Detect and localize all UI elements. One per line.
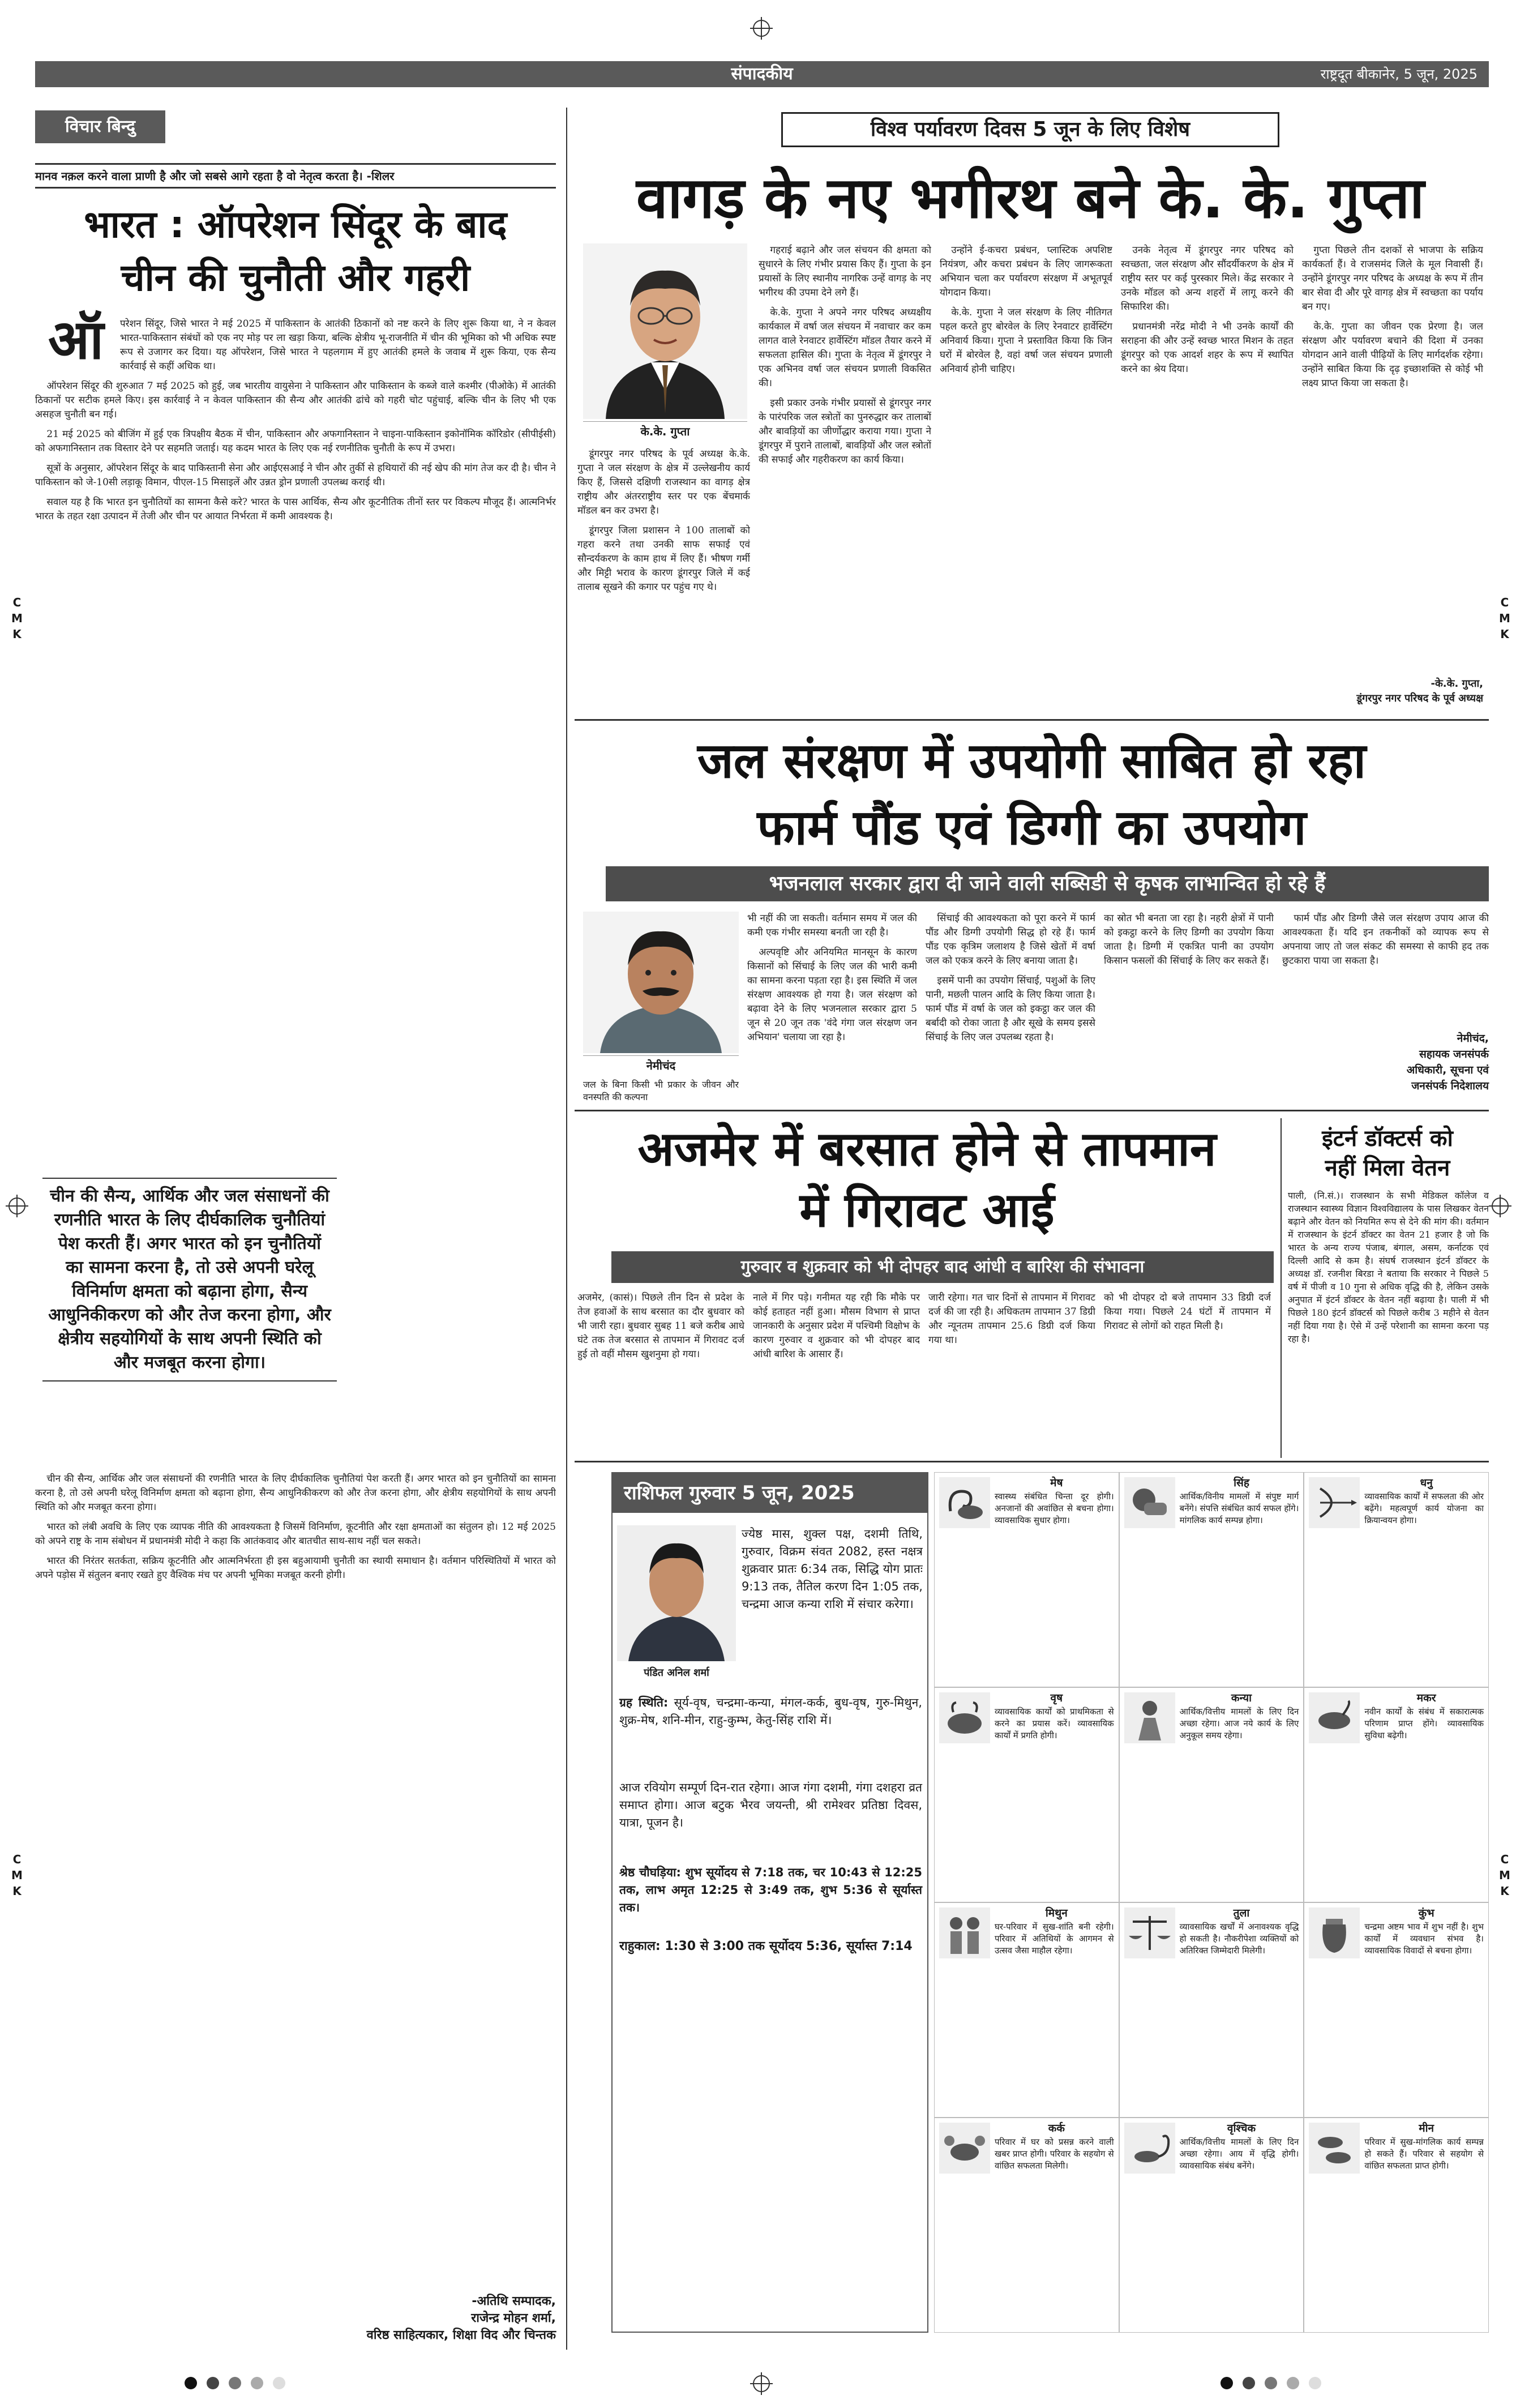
vichar-tag-label: विचार बिन्दु [65, 117, 136, 136]
rashi-dhanu [1304, 1472, 1489, 1687]
grah-block [619, 1694, 922, 1729]
scales-icon [1124, 1907, 1175, 1958]
rashi-name: कन्या [1231, 1692, 1252, 1704]
editorial-para: परेशन सिंदूर, जिसे भारत ने मई 2025 में पाकिस्तान के आतंकी ठिकानों को नष्ट करने के लिए शुरू किया था, ने न केवल भारत-पाकिस्तान संबंधों को एक नए मोड़ पर ला खड़ा किया, बल्कि क्षेत्रीय भू-राजनीति में चीन की भूमिका को भी अधिक स्पष्ट रूप से उजागर कर दिया। यह ऑपरेशन, जिसे भारत ने पहलगाम में हुए आतंकी हमले के जवाब में शुरू किया, एक सैन्य कार्रवाई से कहीं अधिक था। [120, 318, 556, 372]
crosshair-icon [750, 2372, 773, 2395]
jal-photo-note: जल के बिना किसी भी प्रकार के जीवन और वनस्पति की कल्पना [583, 1079, 739, 1102]
crosshair-icon [1489, 1195, 1511, 1217]
signoff-name: -के.के. गुप्ता, [1431, 678, 1483, 690]
grah-text: सूर्य-वृष, चन्द्रमा-कन्या, मंगल-कर्क, बुध-वृष, गुरु-मिथुन, शुक्र-मेष, शनि-मीन, राहु-कुम्भ, केतु-सिंह राशि में। [619, 1696, 922, 1727]
rashi-kanya [1119, 1687, 1304, 1902]
paryavaran-col5 [1302, 243, 1483, 674]
rashi-text: आर्थिक/वित्तीय मामलों के लिए दिन अच्छा रहेगा। आय में वृद्धि होगी। व्यावसायिक संबंध बनेंगे। [1179, 2137, 1299, 2171]
grah-label: ग्रह स्थिति: [619, 1696, 669, 1709]
rashi-name: धनु [1420, 1477, 1433, 1489]
crosshair-icon [750, 17, 773, 40]
ram-icon [939, 1477, 990, 1528]
jal-para: इसमें पानी का उपयोग सिंचाई, पशुओं के लिए पानी, मछली पालन आदि के लिए किया जाता है। फार्म पौंड में वर्षा के जल को इकट्ठा कर जल की बर्बादी को रोका जाता है और सूखे के समय इससे सिंचाई के लिए जल उपलब्ध रहता है। [926, 975, 1095, 1043]
byline-line2: राजेन्द्र मोहन शर्मा, [471, 2311, 556, 2325]
paryavaran-para: के.के. गुप्ता ने जल संरक्षण के लिए नीतिगत पहल करते हुए बोरवेल के लिए रेनवाटर हार्वेस्टिंग अनिवार्य किया। गुप्ता ने प्रस्तावित किया कि जिन घरों में बोरवेल है, वहां वर्षा जल संचयन प्रणाली अनिवार्य होनी चाहिए। [940, 307, 1112, 375]
jal-para: फार्म पौंड और डिग्गी जैसे जल संरक्षण उपाय आज की आवश्यकता हैं। यदि इन तकनीकों को व्यापक रूप से अपनाया जाए तो जल संकट की समस्या से काफी हद तक छुटकारा पाया जा सकता है। [1282, 913, 1489, 966]
rashi-text: परिवार में घर को प्रसन्न करने वाली खबर प्राप्त होगी। परिवार के सहयोग से वांछित सफलता मिलेगी। [995, 2137, 1114, 2171]
registration-mark-left [6, 1195, 28, 1220]
paryavaran-para: गहराई बढ़ाने और जल संचयन की क्षमता को सुधारने के लिए गंभीर प्रयास किए हैं। गुप्ता के इन प्रयासों के लिए स्थानीय नागरिक उन्हें वागड़ के नए भगीरथ की उपमा देने लगे हैं। [759, 245, 931, 298]
crosshair-icon [6, 1195, 28, 1217]
rashi-text: व्यावसायिक कार्यों में सफलता की ओर बढ़ेंगे। महत्वपूर्ण कार्य योजना का क्रियान्वयन होगा। [1364, 1491, 1484, 1525]
paryavaran-signoff [1302, 677, 1483, 706]
jal-deck: भजनलाल सरकार द्वारा दी जाने वाली सब्सिडी से कृषक लाभान्वित हो रहे हैं [606, 866, 1489, 901]
paryavaran-para: इसी प्रकार उनके गंभीर प्रयासों से डूंगरपुर नगर के पारंपरिक जल स्त्रोतों का पुनरुद्धार कर तालाबों और बावड़ियों का जीर्णोद्धार कराया गया। गुप्ता ने डूंगरपुर में पुराने तालाबों, बावड़ियों और जल स्त्रोतों की सफाई और गहरीकरण का कार्य किया। [759, 397, 931, 465]
rashi-vrishchik [1119, 2118, 1304, 2333]
registration-mark-right [1489, 1195, 1511, 1220]
jal-para: का स्रोत भी बनता जा रहा है। नहरी क्षेत्रों में पानी को इकट्ठा करने के लिए डिग्गी का उपयोग किया जाता है। डिग्गी में एकत्रित पानी का उपयोग किसान फसलों की सिंचाई के लिए कर सकते हैं। [1104, 913, 1274, 966]
rashi-mesh [934, 1472, 1119, 1687]
ajmer-para: को भी दोपहर दो बजे तापमान 33 डिग्री दर्ज किया गया। पिछले 24 घंटों में तापमान में गिरावट से लोगों को राहत मिली है। [1104, 1292, 1271, 1332]
ajmer-col3 [928, 1291, 1095, 1455]
cmk-marks-left-bottom [8, 1851, 25, 1899]
intern-headline [1286, 1124, 1489, 1183]
cmk-k: K [12, 627, 22, 641]
cmk-k: K [1500, 1884, 1509, 1898]
cmk-k: K [12, 1884, 22, 1898]
pot-icon [1309, 1907, 1360, 1958]
jal-col4 [1282, 912, 1489, 1025]
aaj-text: आज रवियोग सम्पूर्ण दिन-रात रहेगा। आज गंगा दशमी, गंगा दशहरा व्रत समाप्त होगा। आज बटुक भैरव जयन्ती, श्री रामेश्वर प्रतिष्ठा दिवस, यात्रा, पूजन है। [619, 1781, 922, 1829]
jal-col2 [926, 912, 1095, 1110]
editorial-body-bottom [35, 1472, 556, 2299]
rashi-text: व्यावसायिक खर्चों में अनावश्यक वृद्धि हो सकती है। नौकरीपेशा व्यक्तियों को अतिरिक्त जिम्मेदारी मिलेगी। [1179, 1922, 1299, 1956]
swatch-dots-left [181, 2377, 289, 2392]
editorial-para: भारत को लंबी अवधि के लिए एक व्यापक नीति की आवश्यकता है जिसमें विनिर्माण, कूटनीति और रक्षा क्षमताओं का संतुलन हो। 12 मई 2025 को अपने राष्ट्र के नाम संबोधन में प्रधानमंत्री मोदी ने कहा कि आतंकवाद और बातचीत साथ-साथ नहीं चल सकते। [35, 1521, 556, 1547]
editorial-headline [35, 198, 556, 305]
cmk-m: M [1499, 1868, 1510, 1882]
paryavaran-kicker: विश्व पर्यावरण दिवस 5 जून के लिए विशेष [781, 112, 1279, 147]
editorial-byline [35, 2293, 556, 2344]
ajmer-para: नाले में गिर पड़े। गनीमत यह रही कि मौके पर कोई हताहत नहीं हुआ। मौसम विभाग से प्राप्त जानकारी के अनुसार प्रदेश में पश्चिमी विक्षोभ के कारण गुरुवार व शुक्रवार को भी दोपहर बाद आंधी बारिश के आसार हैं। [753, 1292, 920, 1360]
zodiac-grid [934, 1472, 1489, 2333]
rashifal-panel [611, 1472, 928, 2333]
twins-icon [939, 1907, 990, 1958]
jal-author-title2: अधिकारी, सूचना एवं [1406, 1064, 1489, 1076]
fish-icon [1309, 2123, 1360, 2174]
swatch-dot [1265, 2377, 1277, 2389]
portrait-icon [617, 1525, 736, 1661]
rashi-name: मेष [1050, 1477, 1063, 1489]
cmk-m: M [11, 611, 23, 625]
paryavaran-para: उन्होंने ई-कचरा प्रबंधन, प्लास्टिक अपशिष्ट नियंत्रण, और कचरा प्रबंधन के लिए जागरूकता अभियान चला कर पर्यावरण संरक्षण में अभूतपूर्व योगदान किया। [940, 245, 1112, 298]
section-rule [575, 719, 1489, 721]
cmk-c: C [1500, 1853, 1509, 1866]
rashi-name: कुंभ [1418, 1907, 1434, 1919]
jal-headline [575, 728, 1489, 861]
paryavaran-col2 [759, 243, 931, 713]
paryavaran-para: डूंगरपुर जिला प्रशासन ने 100 तालाबों को गहरा करने तथा उनकी साफ सफाई एवं सौन्दर्यकरण के काम हाथ में लिए हैं। भीषण गर्मी और मिट्टी भराव के कारण डूंगरपुर जिले में कई तालाब सूखने की कगार पर पहुंच गए थे। [577, 525, 750, 593]
section-rule [575, 1461, 1489, 1462]
rashi-text: आर्थिक/वित्तीय मामलों के लिए दिन अच्छा रहेगा। आज नये कार्य के लिए अनुकूल समय रहेगा। [1179, 1706, 1299, 1740]
paryavaran-col4 [1121, 243, 1294, 713]
cmk-c: C [1500, 596, 1509, 609]
archer-icon [1309, 1477, 1360, 1528]
cmk-c: C [12, 596, 22, 609]
rashi-text: परिवार में सुख-मांगलिक कार्य सम्पन्न हो सकते हैं। परिवार से सहयोग से वांछित सफलता प्राप्त होगी। [1364, 2137, 1484, 2171]
swatch-dot [1243, 2377, 1255, 2389]
ajmer-col4 [1104, 1291, 1271, 1455]
rashi-meen [1304, 2118, 1489, 2333]
rashi-name: कर्क [1048, 2122, 1065, 2135]
paryavaran-headline: वागड़ के नए भगीरथ बने के. के. गुप्ता [636, 165, 1425, 231]
jal-author [1282, 1030, 1489, 1094]
rashi-text: व्यावसायिक कार्यों को प्राथमिकता से करने का प्रयास करें। व्यावसायिक कार्यों में प्रगति होगी। [995, 1706, 1114, 1740]
signoff-title: डूंगरपुर नगर परिषद के पूर्व अध्यक्ष [1356, 692, 1483, 704]
editorial-headline-line1: भारत : ऑपरेशन सिंदूर के बाद [84, 203, 507, 246]
crab-icon [939, 2123, 990, 2174]
editorial-dropcap: ऑ [48, 308, 104, 371]
ajmer-col1 [577, 1291, 744, 1455]
jal-author-name: नेमीचंद, [1457, 1032, 1489, 1045]
jal-para: अल्पवृष्टि और अनियमित मानसून के कारण किसानों को सिंचाई के लिए जल की भारी कमी का सामना करना पड़ता रहा है। इस स्थिति में जल संरक्षण आवश्यक हो गया है। जल संरक्षण को बढ़ावा देने के लिए भजनलाल सरकार द्वारा 5 जून से 20 जून तक 'वंदे गंगा जल संरक्षण जन अभियान' चलाया जा रहा है। [747, 947, 917, 1043]
editorial-para: ऑपरेशन सिंदूर की शुरुआत 7 मई 2025 को हुई, जब भारतीय वायुसेना ने पाकिस्तान और पाकिस्तान के कब्जे वाले कश्मीर (पीओके) में आतंकी ठिकानों पर सटीक हमले किए। इस कार्रवाई ने न केवल पाकिस्तान की सैन्य और आतंकी ढांचे को गहरी चोट पहुंचाई, बल्कि चीन के लिए भी एक असहज चुनौती बन गई। [35, 380, 556, 420]
cmk-m: M [1499, 611, 1510, 625]
lion-icon [1124, 1477, 1175, 1528]
paryavaran-col1 [577, 447, 750, 713]
intern-divider [1281, 1118, 1282, 1458]
rashi-text: स्वास्थ्य संबंधित चिन्ता दूर होगी। अनजानों की अवांछित से बचना होगा। व्यावसायिक सुधार होगा। [995, 1491, 1114, 1525]
editorial-para: सूत्रों के अनुसार, ऑपरेशन सिंदूर के बाद पाकिस्तानी सेना और आईएसआई ने चीन और तुर्की से हथियारों की नई खेप की मांग तेज कर दी है। चीन ने पाकिस्तान को जे-10सी लड़ाकू विमान, पीएल-15 मिसाइलें और उन्नत ड्रोन प्रणाली उपलब्ध कराई थी। [35, 463, 556, 488]
paryavaran-para: डूंगरपुर नगर परिषद के पूर्व अध्यक्ष के.के. गुप्ता ने जल संरक्षण के क्षेत्र में उल्लेखनीय कार्य किए हैं, जिससे दक्षिणी राजस्थान का वागड़ क्षेत्र राष्ट्रीय और अंतरराष्ट्रीय स्तर पर एक बेंचमार्क मॉडल बन कर उभरा है। [577, 448, 750, 516]
ajmer-headline-line1: अजमेर में बरसात होने से तापमान [637, 1121, 1217, 1177]
rashi-name: तुला [1233, 1907, 1250, 1919]
rashi-name: मीन [1419, 2122, 1434, 2135]
rashi-vrish [934, 1687, 1119, 1902]
section-rule [575, 1110, 1489, 1111]
rashi-kumbh [1304, 1902, 1489, 2118]
jal-headline-line1: जल संरक्षण में उपयोगी साबित हो रहा [697, 733, 1367, 789]
cmk-m: M [11, 1868, 23, 1882]
rashi-name: मकर [1416, 1692, 1436, 1704]
swatch-dot [1220, 2377, 1233, 2389]
goat-icon [1309, 1692, 1360, 1743]
ajmer-headline-line2: में गिरावट आई [799, 1182, 1055, 1238]
editorial-headline-line2: चीन की चुनौती और गहरी [121, 256, 470, 300]
rashi-text: चन्द्रमा अष्टम भाव में शुभ नहीं है। शुभ कार्यों में व्यवधान संभव है। व्यावसायिक विवादों से बचना होगा। [1364, 1922, 1484, 1956]
edition-date: राष्ट्रदूत बीकानेर, 5 जून, 2025 [1320, 66, 1478, 82]
editorial-para: 21 मई 2025 को बीजिंग में हुई एक त्रिपक्षीय बैठक में चीन, पाकिस्तान और अफगानिस्तान ने चाइना-पाकिस्तान इकोनॉमिक कॉरिडोर (सीपीईसी) को अफगानिस्तान तक विस्तार देने पर सहमति जताई। यह कदम भारत के लिए एक नई रणनीतिक चुनौती के रूप में उभरा। [35, 429, 556, 454]
kk-gupta-photo [583, 243, 747, 439]
swatch-dot [185, 2377, 197, 2389]
jal-col3 [1104, 912, 1274, 1110]
rahu-text: राहुकाल: 1:30 से 3:00 तक सूर्योदय 5:36, सूर्यास्त 7:14 [619, 1939, 913, 1953]
ajmer-para: अजमेर, (कासं)। पिछले तीन दिन से प्रदेश के तेज हवाओं के साथ बरसात का दौर बुधवार को भी जारी रहा। बुधवार सुबह 11 बजे करीब आधे घंटे तक तेज बरसात से तापमान में गिरावट दर्ज हुई तो वहीं मौसम खुशनुमा हो गया। [577, 1292, 744, 1360]
vichar-quote: मानव नक़ल करने वाला प्राणी है और जो सबसे आगे रहता है वो नेतृत्व करता है। -शिलर [35, 163, 556, 189]
swatch-dot [207, 2377, 219, 2389]
cmk-c: C [12, 1853, 22, 1866]
bull-icon [939, 1692, 990, 1743]
ajmer-headline [575, 1118, 1279, 1241]
jal-author-title3: जनसंपर्क निदेशालय [1411, 1080, 1489, 1092]
rashi-name: वृश्चिक [1227, 2122, 1256, 2135]
swatch-dot [251, 2377, 263, 2389]
rashi-name: वृष [1050, 1692, 1063, 1704]
jal-col1 [747, 912, 917, 1110]
rashi-tula [1119, 1902, 1304, 2118]
registration-mark-top [750, 17, 773, 42]
scorpion-icon [1124, 2123, 1175, 2174]
paryavaran-para: उनके नेतृत्व में डूंगरपुर नगर परिषद को स्वच्छता, जल संरक्षण और सौंदर्यीकरण के क्षेत्र में राष्ट्रीय स्तर पर कई पुरस्कार मिले। केंद्र सरकार ने उनके मॉडल को अन्य शहरों में लागू करने की सिफारिश की। [1121, 245, 1294, 313]
rashi-makar [1304, 1687, 1489, 1902]
rashi-kark [934, 2118, 1119, 2333]
paryavaran-para: के.के. गुप्ता का जीवन एक प्रेरणा है। जल संरक्षण और पर्यावरण बचाने की दिशा में उनका योगदान आने वाली पीढ़ियों के लिए मार्गदर्शक रहेगा। उन्होंने साबित किया कि दृढ़ इच्छाशक्ति से कोई भी लक्ष्य प्राप्त किया जा सकता है। [1302, 321, 1483, 389]
swatch-dot [1309, 2377, 1321, 2389]
cmk-marks-right-top [1496, 594, 1513, 642]
rashifal-header: राशिफल गुरुवार 5 जून, 2025 [613, 1473, 927, 1513]
chaughadiya-text: श्रेष्ठ चौघड़िया: शुभ सूर्योदय से 7:18 तक, चर 10:43 से 12:25 तक, लाभ अमृत 12:25 से 3:49 तक, शुभ 5:36 से सूर्यास्त तक। [619, 1866, 922, 1914]
rashi-name: सिंह [1234, 1477, 1249, 1489]
jal-headline-line2: फार्म पौंड एवं डिग्गी का उपयोग [757, 799, 1307, 856]
jal-para: सिंचाई की आवश्यकता को पूरा करने में फार्म पौंड और डिग्गी उपयोगी सिद्ध हो रहे हैं। फार्म पौंड एक कृत्रिम जलाशय है जिसे खेतों में वर्षा जल को एकत्र करने के लिए बनाया जाता है। [926, 913, 1095, 966]
ajmer-deck: गुरुवार व शुक्रवार को भी दोपहर बाद आंधी व बारिश की संभावना [611, 1251, 1274, 1283]
portrait-icon [583, 243, 747, 419]
intern-headline-line1: इंटर्न डॉक्टर्स को [1322, 1126, 1453, 1152]
swatch-dot [229, 2377, 241, 2389]
swatch-dot [1287, 2377, 1299, 2389]
rashi-text: आर्थिक/विनीय मामलों में संपुष्ट मार्ग बनेंगे। संपत्ति संबंधित कार्य सफल होंगे। मांगलिक कार्य सम्पन्न होगा। [1179, 1491, 1299, 1525]
cmk-marks-right-bottom [1496, 1851, 1513, 1899]
jal-para: भी नहीं की जा सकती। वर्तमान समय में जल की कमी एक गंभीर समस्या बनती जा रही है। [747, 913, 917, 938]
byline-line3: वरिष्ठ साहित्यकार, शिक्षा विद और चिन्तक [366, 2328, 556, 2342]
swatch-dot [273, 2377, 285, 2389]
pandit-caption: पंडित अनिल शर्मा [644, 1667, 709, 1679]
paryavaran-col3 [940, 243, 1112, 713]
masthead-bar [35, 61, 1489, 87]
paryavaran-para: के.के. गुप्ता ने अपने नगर परिषद अध्यक्षीय कार्यकाल में वर्षा जल संचयन में नवाचार कर कम लागत वाले रेनवाटर हार्वेस्टिंग मॉडल तैयार करने में सफलता हासिल की। गुप्ता के नेतृत्व में डूंगरपुर ने एक अभिनव वर्षा जल संचयन प्रणाली विकसित की। [759, 307, 931, 389]
cmk-k: K [1500, 627, 1509, 641]
cmk-marks-left-top [8, 594, 25, 642]
intern-headline-line2: नहीं मिला वेतन [1325, 1155, 1450, 1181]
pandit-photo [617, 1525, 736, 1684]
byline-line1: -अतिथि सम्पादक, [472, 2294, 556, 2308]
nemichand-photo [583, 912, 739, 1073]
editorial-pullquote: चीन की सैन्य, आर्थिक और जल संसाधनों की रणनीति भारत के लिए दीर्घकालिक चुनौतियां पेश करती हैं। अगर भारत को इन चुनौतियों का सामना करना है, तो उसे अपनी घरेलू विनिर्माण क्षमता को बढ़ाना होगा, सैन्य आधुनिकीकरण को और तेज करना होगा, और क्षेत्रीय सहयोगियों के साथ अपनी स्थिति को और मजबूत करना होगा। [42, 1178, 337, 1382]
editorial-para: सवाल यह है कि भारत इन चुनौतियों का सामना कैसे करे? भारत के पास आर्थिक, सैन्य और कूटनीतिक तीनों स्तर पर विकल्प मौजूद हैं। आत्मनिर्भर भारत के तहत रक्षा उत्पादन में तेजी और चीन पर आयात निर्भरता में कमी आवश्यक है। [35, 497, 556, 522]
maiden-icon [1124, 1692, 1175, 1743]
kk-gupta-caption: के.के. गुप्ता [583, 421, 747, 439]
rashi-text: घर-परिवार में सुख-शांति बनी रहेगी। परिवार में अतिथियों के आगमन से उत्सव जैसा माहौल रहेगा। [995, 1922, 1114, 1956]
rashi-text: नवीन कार्यों के संबंध में सकारात्मक परिणाम प्राप्त होंगे। व्यावसायिक सुविधा बढ़ेगी। [1364, 1706, 1484, 1740]
ajmer-col2 [753, 1291, 920, 1455]
editorial-para: भारत की निरंतर सतर्कता, सक्रिय कूटनीति और आत्मनिर्भरता ही इस बहुआयामी चुनौती का स्थायी समाधान है। वर्तमान परिस्थितियों में भारत को अपने पड़ोस में संतुलन बनाए रखते हुए वैश्विक मंच पर अपनी भूमिका मजबूत करनी होगी। [35, 1555, 556, 1581]
portrait-icon [583, 912, 739, 1053]
vichar-tag [35, 110, 165, 143]
intern-body: पाली, (नि.सं.)। राजस्थान के सभी मेडिकल कॉलेज व राजस्थान स्वास्थ्य विज्ञान विश्वविद्यालय के पास लिखकर वेतन बढ़ाने और वेतन को नियमित रूप से देने की मांग की। वर्तमान में राजस्थान के इंटर्न डॉक्टर का वेतन 21 हजार है जो कि भारत के अन्य राज्य पंजाब, बंगाल, असम, कर्नाटक एवं दिल्ली आदि से कम है। संघर्ष राजस्थान इंटर्न डॉक्टर के अध्यक्ष डॉ. रजनीश बिरडा ने बताया कि सरकार ने पिछले 5 वर्ष में पीजी व 10 गुना से अधिक वृद्धि की है, लेकिन उसके अनुपात में इंटर्न डॉक्टर के वेतन नहीं बढ़ाया है। पाली में भी पिछले 180 इंटर्न डॉक्टर्स को पिछले करीब 3 महीने से वेतन नहीं दिया गया है। ऐसे में उन्हें परेशानी का सामना करना पड़ रहा है। [1288, 1190, 1489, 1344]
paryavaran-para: प्रधानमंत्री नरेंद्र मोदी ने भी उनके कार्यों की सराहना की और उन्हें स्वच्छ भारत मिशन के तहत डूंगरपुर को एक आदर्श शहर के रूप में स्थापित करने का श्रेय दिया। [1121, 321, 1294, 375]
panchang-text: ज्येष्ठ मास, शुक्ल पक्ष, दशमी तिथि, गुरुवार, विक्रम संवत 2082, हस्त नक्षत्र शुक्रवार प्रातः 6:34 तक, सिद्धि योग प्रातः 9:13 तक, तैतिल करण दिन 1:05 तक, चन्द्रमा आज कन्या राशि में संचार करेगा। [742, 1527, 923, 1611]
registration-mark-bottom [750, 2372, 773, 2397]
jal-author-title1: सहायक जनसंपर्क [1419, 1048, 1489, 1060]
ajmer-para: जारी रहेगा। गत चार दिनों से तापमान में गिरावट दर्ज की जा रही है। अधिकतम तापमान 37 डिग्री और न्यूनतम तापमान 25.6 डिग्री दर्ज किया गया था। [928, 1292, 1095, 1346]
swatch-dots-right [1217, 2377, 1325, 2392]
section-title: संपादकीय [731, 64, 793, 84]
column-divider [566, 108, 567, 2350]
paryavaran-para: गुप्ता पिछले तीन दशकों से भाजपा के सक्रिय कार्यकर्ता हैं। वे राजसमंद जिले के मूल निवासी हैं। उन्होंने डूंगरपुर नगर परिषद के अध्यक्ष के रूप में तीन बार सेवा दी और पूरे वागड़ क्षेत्र में स्वच्छता का पर्याय बन गए। [1302, 245, 1483, 313]
rashi-name: मिथुन [1045, 1907, 1068, 1919]
nemichand-caption: नेमीचंद [583, 1055, 739, 1073]
rashi-mithun [934, 1902, 1119, 2118]
editorial-para: चीन की सैन्य, आर्थिक और जल संसाधनों की रणनीति भारत के लिए दीर्घकालिक चुनौतियां पेश करती हैं। अगर भारत को इन चुनौतियों का सामना करना है, तो उसे अपनी घरेलू विनिर्माण क्षमता को बढ़ाना होगा, सैन्य आधुनिकीकरण को और तेज करना होगा, और क्षेत्रीय सहयोगियों के साथ अपनी स्थिति को और मजबूत करना होगा। [35, 1473, 556, 1513]
rashi-simha [1119, 1472, 1304, 1687]
